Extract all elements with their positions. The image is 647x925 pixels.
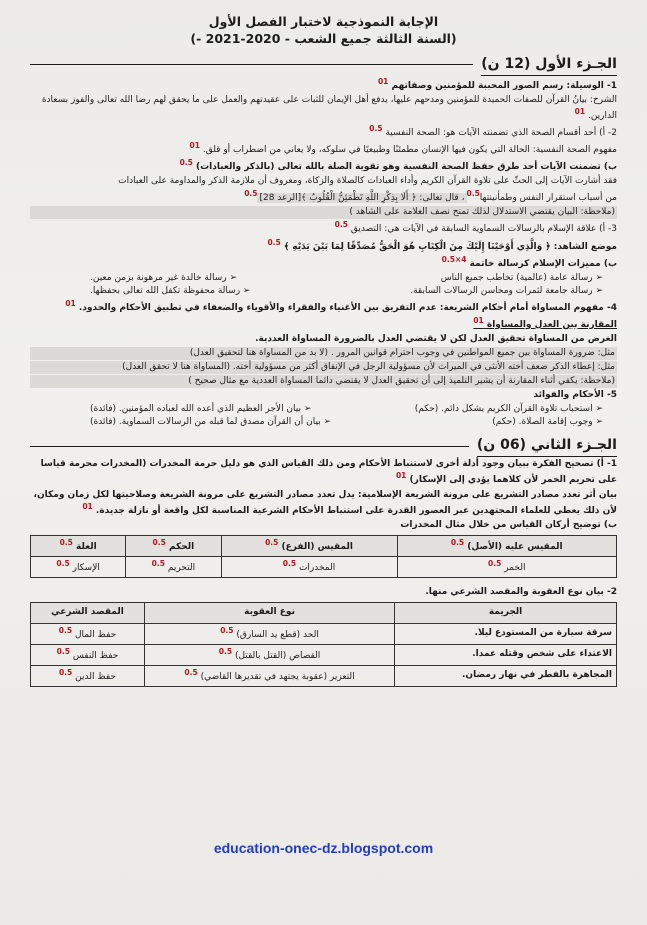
- table-cell: حفظ المال $^{0.5}$: [31, 623, 145, 644]
- blog-watermark: education-onec-dz.blogspot.com: [213, 840, 434, 856]
- document-subtitle: (السنة الثالثة جميع الشعب - 2020-2021 -): [190, 30, 457, 46]
- p2-q2: 2- بيان نوع العقوبة والمقصد الشرعي منها.: [425, 586, 617, 597]
- note-1: (ملاحظة: البيان يقتضي الاستدلال لذلك تمنح نصف العلامة على الشاهد ): [30, 206, 617, 219]
- table-row: [31, 644, 617, 665]
- q3-a: 3- أ) علاقة الإسلام بالرسالات السماوية السابقة في الآيات هي: التصديق $^{0.5}$: [334, 220, 617, 235]
- list-item: ➢ بيان أن القرآن مصدق لما قبله من الرسالات السماوية. (فائدة): [90, 417, 332, 428]
- table-row: [31, 602, 617, 623]
- table-cell: حفظ الدين $^{0.5}$: [31, 665, 145, 686]
- q2-b-text: فقد أشارت الآيات إلى الحثّ على تلاوة القرآن الكريم وأداء العبادات كالصلاة والزكاة، ومعروف أن ملازمة الذكر والمداومة على العبادات: [118, 176, 617, 187]
- q2-a: 2- أ) أحد أقسام الصحة الذي تضمنته الآيات هو: الصحة النفسية $^{0.5}$: [369, 124, 617, 139]
- score-mark: 0.5: [369, 124, 383, 134]
- muqarana-title: المقارنة بين العدل والمساواة $^{01}$: [473, 315, 617, 330]
- p2-bayan: بيان أثر تعدد مصادر التشريع على مرونة الشريعة الإسلامية: يدل تعدد مصادر التشريع على مرونة الشريعة وصلاحيتها لكل زمان ومكان، لأن ذلك يعطي للعلماء المجتهدين عبر العصور القدرة على استنباط الأحكام الشرعية المناسبة لكل واقعة أو نازلة جديدة. $^{01}$: [33, 489, 617, 516]
- q5-title: 5- الأحكام والفوائد: [533, 389, 617, 400]
- q5-items-row-2: [30, 416, 617, 429]
- table-cell: القصاص (القتل بالقتل) $^{0.5}$: [144, 644, 394, 665]
- score-mark: 01: [189, 141, 200, 151]
- list-item: ➢ رسالة جامعة لثمرات ومحاسن الرسالات السابقة.: [410, 285, 603, 296]
- table-header: العلة $^{0.5}$: [31, 535, 126, 556]
- mithal-2: مثل: إعطاء الذكر ضعف أخته الأنثى في الميراث لأن مسؤولية الرجل في الإنفاق أكثر من مسؤولية أخته. (المساواة هنا لا تحقق العدل): [30, 361, 617, 374]
- score-mark: 4×0.5: [441, 254, 467, 264]
- crime-table: [30, 602, 617, 687]
- table-header: المقيس (الفرع) $^{0.5}$: [221, 535, 397, 556]
- table-cell: الحد (قطع يد السارق) $^{0.5}$: [144, 623, 394, 644]
- part1-heading: [30, 54, 617, 76]
- table-cell: المجاهرة بالفطر في نهار رمضان.: [395, 665, 617, 686]
- p2-q1-b: ب) توضيح أركان القياس من خلال مثال المخدرات: [400, 519, 617, 530]
- list-item: ➢ بيان الأجر العظيم الذي أعده الله لعباده المؤمنين. (فائدة): [90, 404, 312, 415]
- part2-title: الجـزء الثاني (06 ن): [477, 435, 617, 457]
- table-row: [31, 623, 617, 644]
- table-cell: سرقة سيارة من المستودع ليلا.: [395, 623, 617, 644]
- score-mark: 01: [82, 501, 93, 511]
- table-cell: المخدرات $^{0.5}$: [221, 556, 397, 577]
- list-item: ➢ رسالة عامة (عالمية) تخاطب جميع الناس: [440, 272, 603, 283]
- list-item: ➢ رسالة خالدة غير مرهونة بزمن معين.: [90, 272, 238, 283]
- table-header: المقصد الشرعي: [31, 602, 145, 623]
- document-title: الإجابة النموذجية لاختبار الفصل الأول: [208, 14, 439, 29]
- table-header: نوع العقوبة: [144, 602, 394, 623]
- score-mark: 01: [574, 107, 586, 117]
- table-header: المقيس عليه (الأصل) $^{0.5}$: [397, 535, 616, 556]
- score-mark: 01: [65, 298, 76, 308]
- q4: 4- مفهوم المساواة أمام أحكام الشريعة: عدم التفريق بين الأغنياء والفقراء والأقوياء والضعفاء في تطبيق الأحكام والحدود. $^{01}$: [65, 298, 617, 313]
- q1-wasila: 1- الوسيلة: رسم الصور المحببة للمؤمنين وصفاتهم $^{01}$: [377, 77, 617, 92]
- list-item: ➢ استحباب تلاوة القرآن الكريم بشكل دائم. (حكم): [414, 404, 603, 415]
- score-mark: 0.5: [334, 220, 348, 230]
- q5-items-row-1: [30, 403, 617, 416]
- q1-sharh: الشرح: بيانُ القرآن للصفات الحميدة للمؤمنين ومدحهم عليها، يدفع أهل الإيمان للثبات على عقيدتهم والعمل على ما يحقق لهم رضا الله تعالى والفوز بسعادة الدارين. $^{01}$: [41, 95, 617, 122]
- table-row: [31, 535, 617, 556]
- q3-b: ب) مميزات الإسلام كرسالة خاتمة $^{4\times 0.5}$: [441, 254, 617, 269]
- table-header: الجريمة: [395, 602, 617, 623]
- mithal-1: مثل: ضرورة المساواة بين جميع المواطنين في وجوب احترام قوانين المرور . (لا بد من المساواة هنا لتحقيق العدل): [30, 347, 617, 360]
- table-row: [31, 665, 617, 686]
- score-mark: 01: [377, 77, 389, 87]
- table-cell: حفظ النفس $^{0.5}$: [31, 644, 145, 665]
- table-cell: الاعتداء على شخص وقتله عمدا.: [395, 644, 617, 665]
- table-cell: الخمر $^{0.5}$: [397, 556, 616, 577]
- score-mark: 0.5: [267, 237, 281, 247]
- q3-b-items-row-2: [30, 285, 617, 298]
- list-item: ➢ وجوب إقامة الصلاة. (حكم): [492, 417, 603, 428]
- heading-rule: [30, 446, 469, 447]
- shahid: موضع الشاهد: ﴿ وَالَّذِي أَوْحَيْنَا إِلَيْكَ مِنَ الْكِتَابِ هُوَ الْحَقُّ مُصَدِّقًا لِمَا بَيْنَ يَدَيْهِ ﴾ $^{0.5}$: [267, 237, 617, 252]
- table-cell: الإسكار $^{0.5}$: [31, 556, 126, 577]
- score-mark: 01: [395, 471, 407, 481]
- p2-q1-a: 1- أ) تصحيح الفكرة ببيان وجود أدلة أخرى لاستنباط الأحكام ومن ذلك القياس الذي هو دليل حرمة المخدرات (المخدرات محرمة قياسا على تحريم الخمر لأن كلاهما يؤدي إلى الإسكار) $^{01}$: [40, 459, 617, 486]
- table-cell: التعزير (عقوبة يجتهد في تقديرها القاضي) $^{0.5}$: [144, 665, 394, 686]
- note-2: (ملاحظة: يكفي أثناء المقارنة أن يشير التلميذ إلى أن تحقيق العدل لا يقتضي دائما المساواة العددية مع مثال صحيح ): [30, 375, 617, 388]
- muqarana-text: الغرض من المساواة تحقيق العدل لكن لا يقتضي العدل بالضرورة المساواة العددية.: [255, 333, 617, 344]
- q3-b-items-row-1: [30, 272, 617, 285]
- part1-title: الجـزء الأول (12 ن): [481, 54, 617, 76]
- qiyas-table: [30, 535, 617, 578]
- table-cell: التحريم $^{0.5}$: [126, 556, 221, 577]
- list-item: ➢ رسالة محفوظة تكفل الله تعالى بحفظها.: [90, 285, 251, 296]
- score-mark: 01: [473, 315, 484, 325]
- table-header: الحكم $^{0.5}$: [126, 535, 221, 556]
- score-mark: 0.5: [466, 189, 480, 199]
- heading-rule: [30, 64, 473, 65]
- q2-b: ب) تضمنت الآيات أحد طرق حفظ الصحة النفسية وهو تقوية الصلة بالله تعالى (بالذكر والعبادات) $^{0.5}$: [179, 158, 617, 173]
- table-row: [31, 556, 617, 577]
- document-header: [30, 14, 617, 48]
- part2-heading: [30, 435, 617, 457]
- score-mark: 0.5: [244, 189, 258, 199]
- score-mark: 0.5: [179, 158, 193, 168]
- mafhum-sihha: مفهوم الصحة النفسية: الحالة التي يكون فيها الإنسان مطمئنًا وطبيعيًا في سلوكه، ولا يعاني من اضطراب أو قلق. $^{01}$: [189, 141, 617, 156]
- q2-b-text-2: من أسباب استقرار النفس وطمأنينتها$^{0.5}$، قال تعالى: ﴿ أَلَا بِذِكْرِ اللَّهِ تَطْمَئِنُّ الْقُلُوبُ ﴾[الرعد 28]$^{0.5}$: [244, 189, 617, 204]
